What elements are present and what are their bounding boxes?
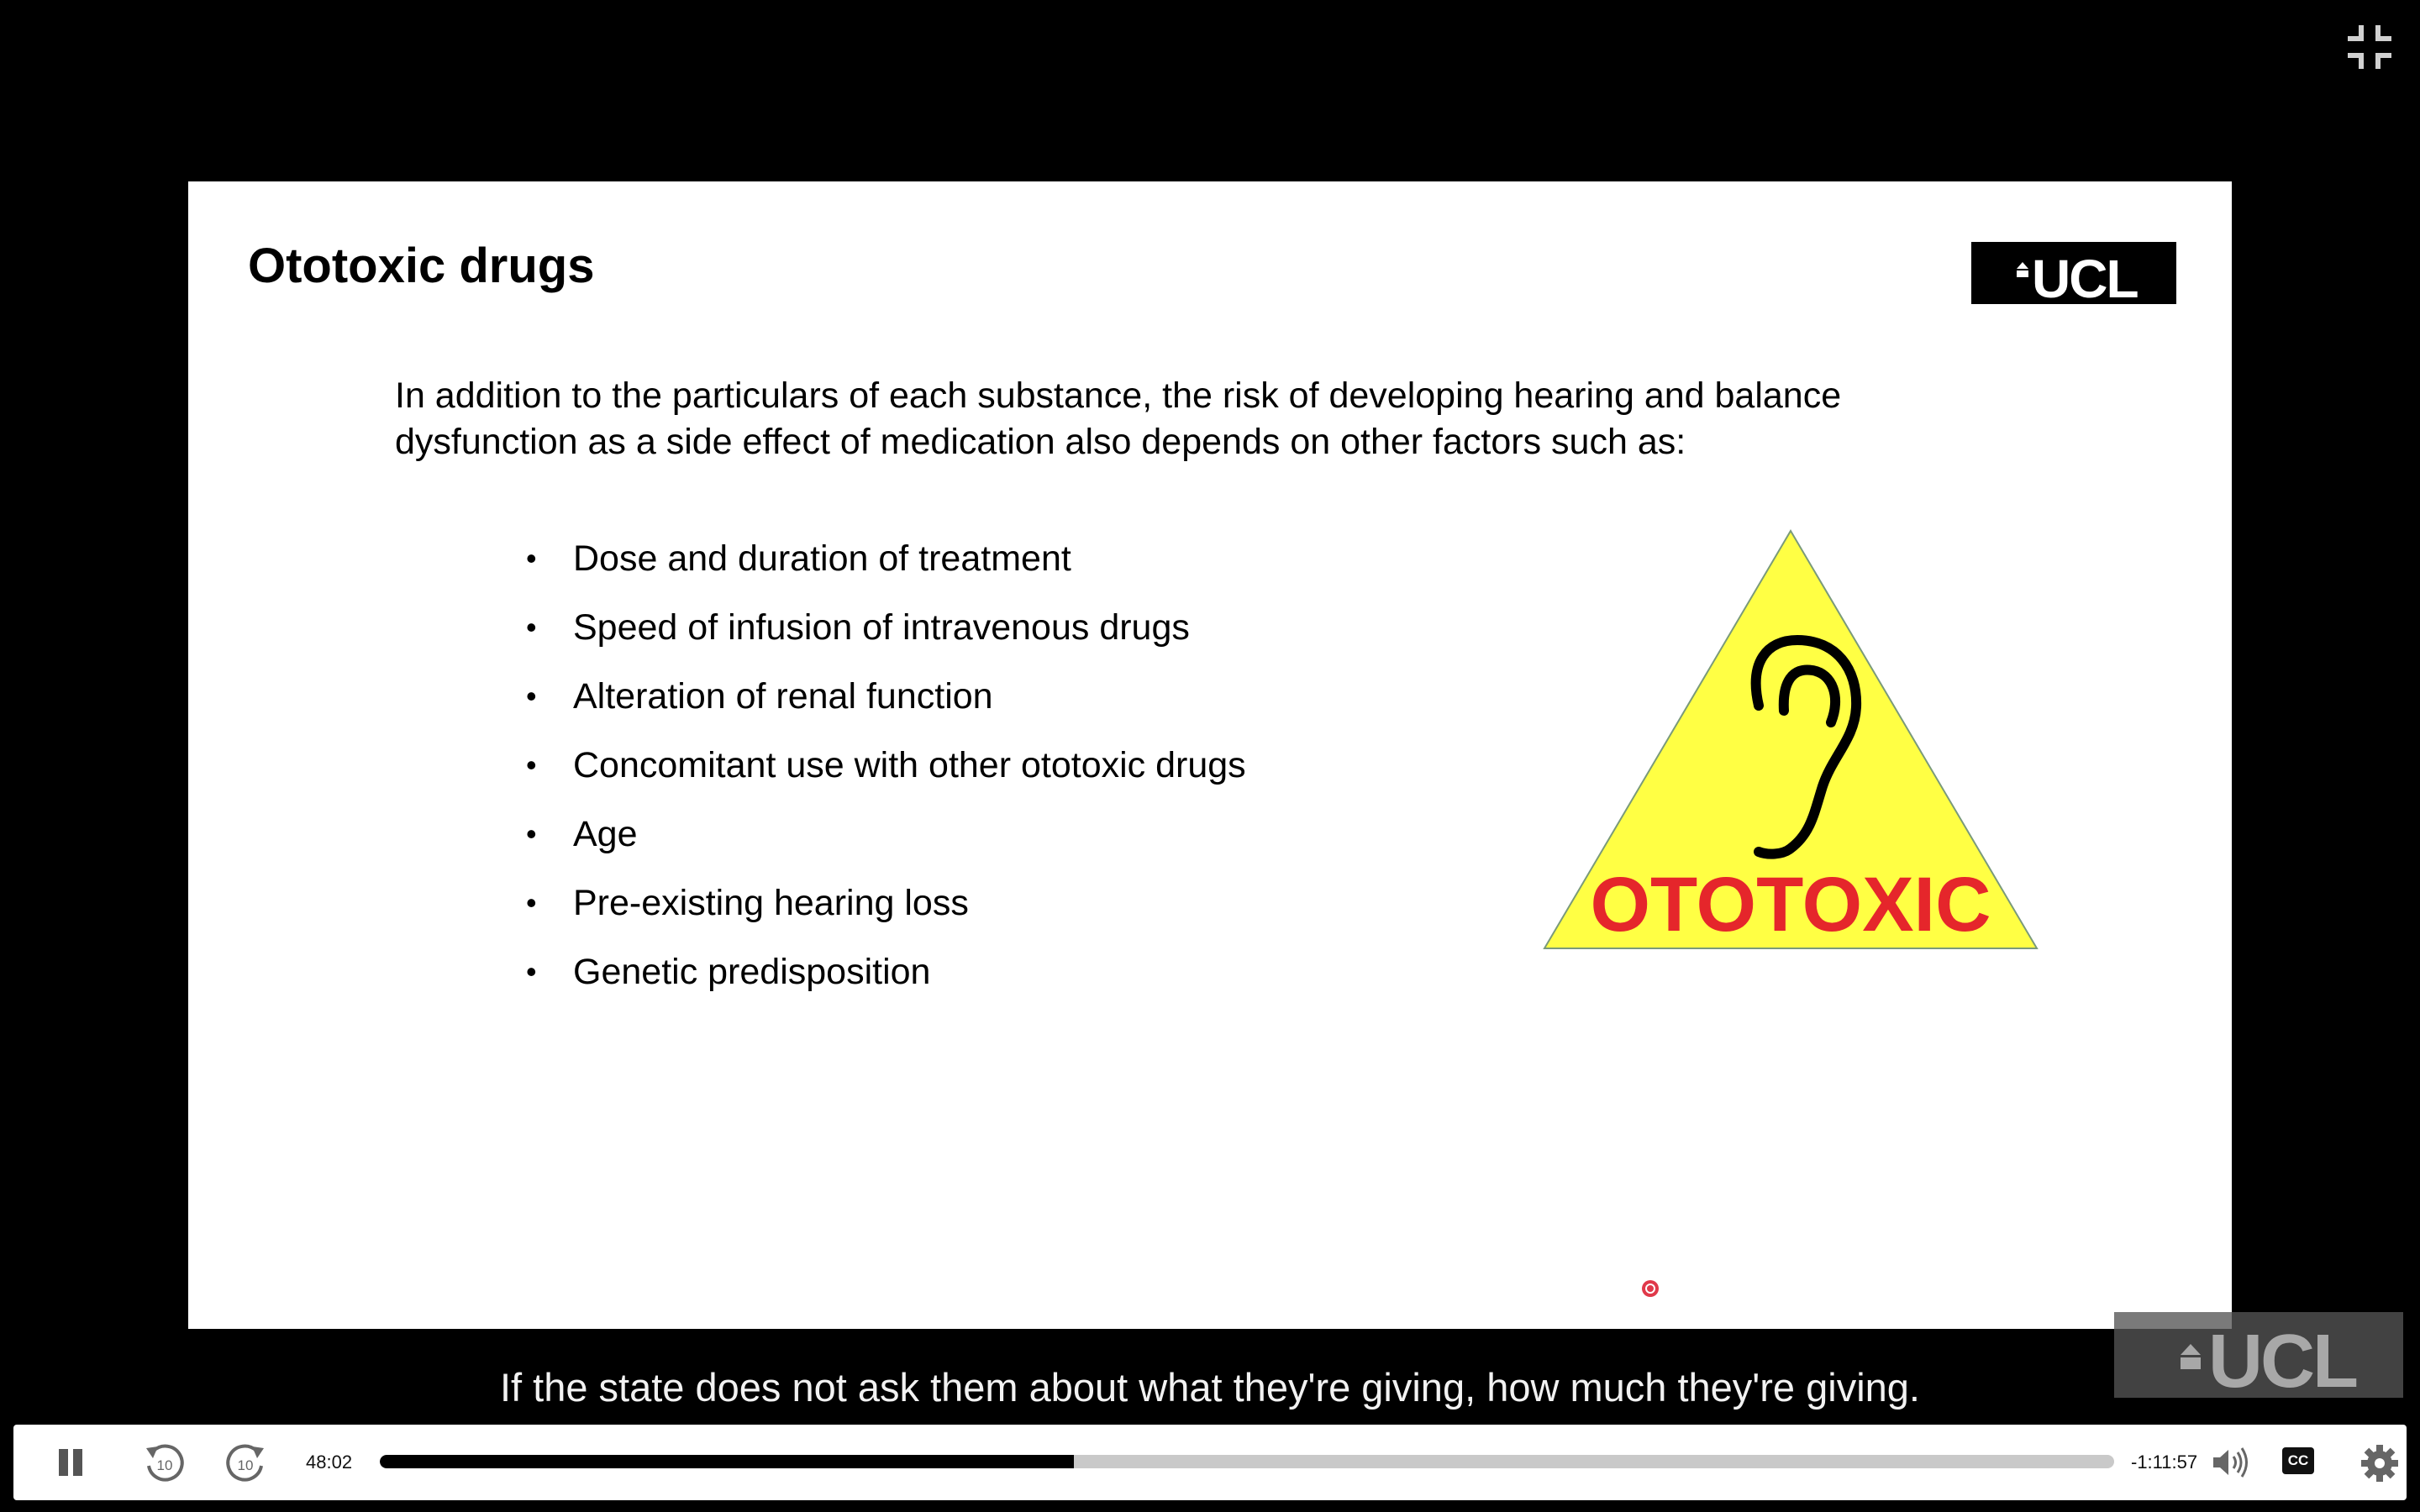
player-control-bar xyxy=(13,1425,2407,1500)
intro-text: In addition to the particulars of each substance, the risk of developing hearing and balance dysfunction as a side effect of medication also depends on other factors such as: xyxy=(395,375,1842,462)
list-item: • Speed of infusion of intravenous drugs xyxy=(523,593,1246,662)
exit-fullscreen-button[interactable] xyxy=(2344,22,2395,72)
exit-fullscreen-icon xyxy=(2344,22,2395,72)
volume-button[interactable] xyxy=(2210,1445,2250,1480)
settings-button[interactable] xyxy=(2360,1443,2400,1483)
time-remaining: -1:11:57 xyxy=(2131,1452,2198,1473)
subtitle-caption: If the state does not ask them about what they're giving, how much they're giving. xyxy=(499,1365,1920,1410)
progress-played xyxy=(380,1455,1074,1468)
forward-10-button[interactable] xyxy=(224,1440,269,1485)
forward-10-icon xyxy=(224,1440,269,1485)
list-item: • Pre-existing hearing loss xyxy=(523,869,1246,937)
list-item: • Genetic predisposition xyxy=(523,937,1246,1006)
warning-label: OTOTOXIC xyxy=(1590,862,1991,948)
laser-pointer-icon xyxy=(1641,1279,1660,1298)
portico-icon xyxy=(2015,262,2030,279)
svg-text:10: 10 xyxy=(237,1457,254,1473)
factor-list xyxy=(523,524,1246,1006)
list-item: • Dose and duration of treatment xyxy=(523,524,1246,593)
closed-captions-button[interactable]: CC xyxy=(2282,1447,2314,1474)
slide-title: Ototoxic drugs xyxy=(248,239,595,293)
video-slide[interactable] xyxy=(188,181,2232,1329)
logo-text: UCL xyxy=(2032,249,2138,309)
list-item: • Alteration of renal function xyxy=(523,662,1246,731)
time-elapsed: 48:02 xyxy=(306,1452,353,1473)
rewind-10-button[interactable] xyxy=(141,1440,187,1485)
list-item: • Age xyxy=(523,800,1246,869)
progress-bar[interactable] xyxy=(380,1455,2114,1468)
gear-icon xyxy=(2360,1443,2400,1483)
pause-icon xyxy=(73,1449,82,1476)
volume-icon xyxy=(2210,1445,2250,1480)
pause-icon xyxy=(59,1449,68,1476)
svg-text:10: 10 xyxy=(156,1457,173,1473)
watermark-text: UCL xyxy=(2208,1320,2356,1404)
ototoxic-warning-sign xyxy=(1539,528,2043,956)
pause-button[interactable] xyxy=(54,1445,87,1480)
ucl-logo xyxy=(1971,242,2176,309)
rewind-10-icon xyxy=(141,1440,187,1485)
list-item: • Concomitant use with other ototoxic drugs xyxy=(523,731,1246,800)
